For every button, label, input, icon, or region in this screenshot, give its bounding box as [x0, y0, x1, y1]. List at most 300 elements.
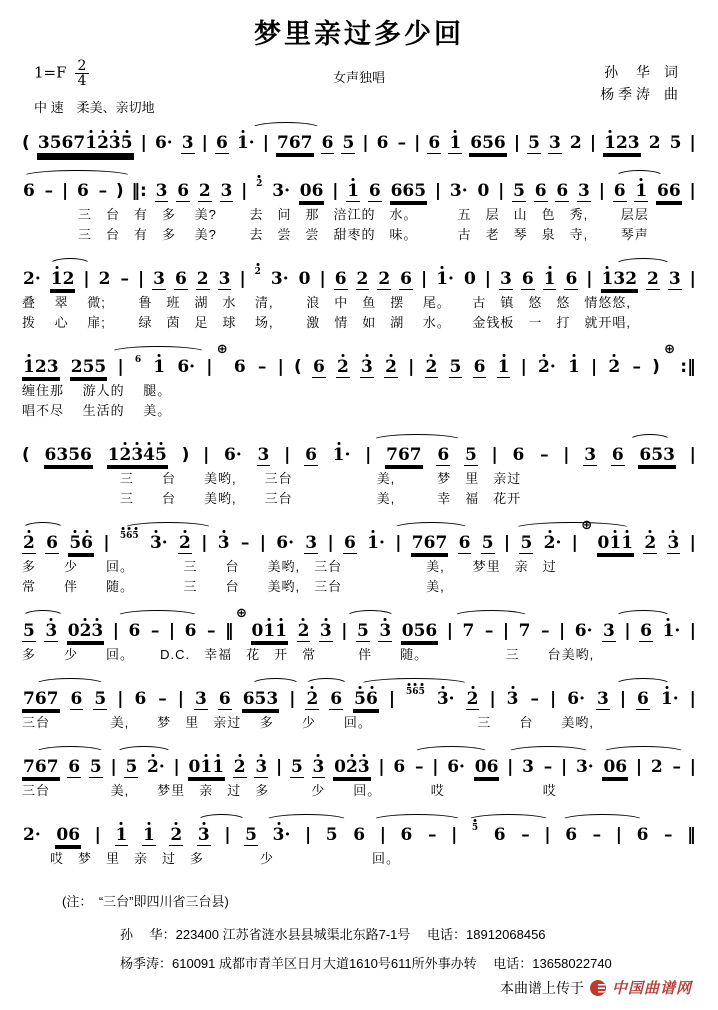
note: 1· [660, 689, 679, 709]
score-line-3 [22, 257, 696, 333]
dash-note: – [120, 269, 129, 289]
dash-note: – [257, 357, 267, 377]
note: 2 [356, 269, 369, 289]
barline: ‖: [131, 181, 147, 201]
note: 5 [513, 181, 525, 201]
note: 35671235 [37, 133, 133, 153]
note: 6 [174, 269, 187, 289]
note: 56 [69, 533, 93, 553]
note: 3 [499, 269, 512, 289]
note: 3 [195, 689, 207, 709]
notation-row: 5 3 023 | 6 – | 6 – ‖ ⊕ 011 2 3 | 5 3 056 | 7 – | 7 – | 6· 3 | 6 1· | [23, 606, 696, 641]
note: 2 [569, 133, 582, 153]
note: 6 [611, 445, 624, 465]
barline: | [513, 133, 521, 153]
note: 0 [463, 269, 476, 289]
footnote: (注： “三台”即四川省三台县) [62, 894, 229, 909]
note: 6 [428, 133, 441, 153]
note: 6 [233, 357, 246, 377]
barline: | [559, 621, 566, 641]
note: 6 [613, 181, 626, 201]
barline: | [491, 445, 498, 465]
notation-row [22, 433, 696, 469]
note: 5 [89, 757, 102, 777]
barline: | [239, 269, 246, 289]
note: 56 [354, 689, 378, 709]
note: 2· [543, 533, 562, 553]
barline: ( [22, 445, 30, 465]
note: 3 [319, 621, 332, 641]
barline: | [289, 689, 296, 709]
dash-note: – [158, 689, 167, 709]
barline: | [140, 133, 147, 153]
barline: | [414, 133, 421, 153]
note: 6 [184, 621, 197, 641]
lyric-row: 缠住那 游人的 腿。 [22, 383, 172, 398]
note: 1 [567, 357, 580, 377]
slur-arc [467, 814, 550, 827]
barline: | [201, 133, 208, 153]
dash-note: – [150, 621, 160, 641]
note: 2 [23, 533, 35, 553]
note: 3 [218, 269, 231, 289]
note: 123 [604, 133, 640, 153]
barline: | [327, 533, 334, 553]
notation-row: 123 255 | 6 1 6· | ⊕ 6 – | ( 6 2 3 2 | 2 5 6 1 | 2· 1 | 2 – ) ⊕ :‖ [23, 342, 696, 377]
note: 6 [565, 825, 578, 845]
score-line-4 [22, 342, 696, 421]
note: 1 [497, 357, 510, 377]
note: 5 [325, 825, 338, 845]
note: 5 [125, 757, 138, 777]
note: 1 [115, 825, 128, 845]
note: 6 [637, 689, 649, 709]
note: 06 [474, 757, 499, 777]
note: 12345 [107, 445, 167, 465]
note: 6 [437, 445, 450, 465]
dash-note: – [543, 757, 553, 777]
note: 6 [343, 533, 356, 553]
lyric-row: 多 少 回。 三 台 美哟, 三台 美, 梦里 亲 过 [22, 559, 557, 574]
time-signature-bottom: 4 [77, 73, 87, 89]
site-logo-icon [590, 980, 606, 996]
dash-note: – [240, 533, 250, 553]
barline: | [563, 445, 570, 465]
note: 12 [50, 269, 75, 289]
note: 2 [196, 269, 209, 289]
note: 2 [644, 533, 657, 553]
barline: | [277, 357, 284, 377]
barline: ) [181, 445, 190, 465]
note: 6 [565, 269, 578, 289]
note: 653 [639, 445, 675, 465]
song-title: 梦里亲过多少回 [254, 19, 464, 49]
barline: | [341, 621, 348, 641]
note: 056 [401, 621, 438, 641]
note: 6 [128, 621, 141, 641]
barline: | [365, 445, 372, 465]
note: 3· [436, 689, 455, 709]
barline: | [395, 533, 402, 553]
note: 767 [23, 757, 59, 777]
tempo-label: 中 速 [34, 100, 64, 115]
note: 2 [170, 825, 183, 845]
note: 2 [608, 357, 621, 377]
note: 2 [385, 357, 397, 377]
barline: | [110, 757, 117, 777]
note: 5 [528, 133, 540, 153]
note: 2 [647, 269, 659, 289]
barline: | [586, 269, 593, 289]
note: 6 [521, 269, 534, 289]
notation-row [22, 813, 696, 849]
barline: | [379, 825, 386, 845]
note: 6356 [44, 445, 92, 465]
dash-note: – [540, 445, 549, 465]
barline: | [83, 269, 90, 289]
composer-credit: 杨 季 涛 曲 [600, 86, 678, 102]
note: 3 [255, 757, 268, 777]
note: 3 [549, 133, 561, 153]
lyric-row: 三 台 美哟, 三台 美, 梦 里 亲过 [22, 471, 522, 486]
time-signature-top: 2 [75, 59, 90, 74]
note: 5 [23, 621, 35, 641]
barline: | [117, 689, 124, 709]
barline: | [137, 269, 145, 289]
lyric-row: 三 台 有 多 美? 去 尝 尝 甜枣的 味。 古 老 琴 泉 寺, 琴声 [22, 227, 649, 242]
barline: | [206, 357, 213, 377]
note: 011 [188, 757, 225, 777]
note: 6 [400, 269, 413, 289]
note: 011 [251, 621, 288, 641]
barline: | [507, 757, 514, 777]
note: 3 [361, 357, 373, 377]
note: 653 [242, 689, 279, 709]
note: 3 [153, 269, 165, 289]
barline: | [319, 269, 326, 289]
barline: | [224, 825, 231, 845]
note: 2 [306, 689, 319, 709]
note: 6· [567, 689, 585, 709]
lyric-row: 三 台 美哟, 三台 美, 幸 福 花开 [22, 491, 522, 506]
note: 665 [390, 181, 427, 201]
note: 2· [23, 269, 41, 289]
lyric-row: 唱不尽 生活的 美。 [22, 403, 172, 418]
note: 3· [449, 181, 468, 201]
note: 3 [45, 621, 58, 641]
note: 2 [179, 533, 191, 553]
note: 5 [520, 533, 533, 553]
note: 6 [368, 181, 381, 201]
barline: | [362, 133, 369, 153]
lyricist-credit: 孙 华 词 [604, 64, 678, 80]
dash-note: – [530, 689, 539, 709]
barline: | [503, 533, 511, 553]
barline: | [388, 689, 396, 709]
note: 3 [584, 445, 597, 465]
score-line-1 [22, 121, 696, 157]
note: 767 [411, 533, 448, 553]
barline: | [434, 181, 442, 201]
note: 011 [597, 533, 634, 553]
notation-row [22, 677, 696, 713]
barline: | [489, 689, 496, 709]
note: 6 [458, 533, 471, 553]
note: 023 [334, 757, 370, 777]
note: 6 [334, 269, 347, 289]
note: 1 [142, 825, 155, 845]
note: 3 [217, 533, 230, 553]
score-line-2 [22, 169, 696, 245]
barline: | [560, 757, 568, 777]
score-body [22, 121, 696, 869]
note: 3 [197, 825, 210, 845]
note: 6 [473, 357, 486, 377]
note: 6 [512, 445, 525, 465]
note: 6 [305, 445, 317, 465]
barline: | [550, 689, 557, 709]
grace-note: 2 [254, 267, 261, 277]
note: 3 [181, 133, 194, 153]
note: 2 [233, 757, 246, 777]
note: 1· [662, 621, 681, 641]
notation-row: 2 6 56 | 565 3· 2 | 3 – | 6· 3 | 6 1· | 767 6 5 | 5 2· | ⊕ 011 2 3 | [23, 518, 696, 553]
note: 6 [321, 133, 334, 153]
barline: | [284, 445, 291, 465]
note: 6 [534, 181, 547, 201]
barline: | [61, 181, 69, 201]
barline: | [689, 133, 696, 153]
note: 5 [464, 445, 477, 465]
note: 6· [447, 757, 465, 777]
barline: | [689, 621, 696, 641]
note: 3 [668, 269, 681, 289]
barline: | [635, 757, 643, 777]
barline: | [591, 357, 598, 377]
lyric-row: 三台 美, 梦里 亲 过 多 少 回。 哎 哎 [22, 783, 557, 798]
barline: | [432, 757, 439, 777]
notation-row [22, 745, 696, 781]
barline: | [378, 757, 385, 777]
note: 6 [636, 825, 649, 845]
dash-note: – [632, 357, 641, 377]
note: 3 [578, 181, 590, 201]
barline: | [112, 621, 119, 641]
note: 2· [538, 357, 556, 377]
lyric-row: 三 台 有 多 美? 去 问 那 涪江的 水。 五 层 山 色 秀, 层层 [22, 207, 649, 222]
barline: | [203, 445, 210, 465]
note: 0 [298, 269, 311, 289]
barline: | [544, 825, 551, 845]
subtitle: 女声独唱 [332, 70, 385, 85]
barline: | [421, 269, 428, 289]
note: 6 [353, 825, 366, 845]
note: 6 [215, 133, 228, 153]
barline: | [201, 533, 208, 553]
barline: | [259, 533, 266, 553]
note: 2 [98, 269, 111, 289]
note: 0 [477, 181, 490, 201]
barline: | [689, 445, 696, 465]
score-line-5 [22, 433, 696, 509]
barline: | [168, 621, 176, 641]
barline: | [446, 621, 453, 641]
grace-note: 565 [406, 687, 425, 697]
note: 6 [134, 689, 147, 709]
upload-note: 本曲谱上传于 [499, 979, 584, 996]
barline: | [689, 689, 696, 709]
note: 1 [635, 181, 648, 201]
note: 5 [94, 689, 107, 709]
note: 6 [556, 181, 569, 201]
note: 3 [305, 533, 318, 553]
note: 5 [669, 133, 682, 153]
barline: | [177, 689, 184, 709]
barline: | [408, 357, 415, 377]
note: 1 [153, 357, 166, 377]
barline: | [589, 133, 597, 153]
barline: | [689, 757, 696, 777]
note: 2 [337, 357, 349, 377]
barline: | [498, 181, 505, 201]
composer-contact: 杨季涛：610091 成都市青羊区日月大道1610号611所外事办转 电话：13658022740 [120, 956, 612, 971]
note: 123 [23, 357, 59, 377]
dash-note: – [44, 181, 54, 201]
note: 3· [272, 181, 290, 201]
note: 6 [76, 181, 89, 201]
note: 5 [245, 825, 257, 845]
note: 656 [470, 133, 506, 153]
barline: | [615, 825, 622, 845]
barline: | [689, 533, 696, 553]
barline: | [689, 181, 696, 201]
note: 1· [236, 133, 255, 153]
barline: | [502, 621, 510, 641]
note: 3 [312, 757, 325, 777]
barline: ) [652, 357, 660, 377]
note: 1 [347, 181, 360, 201]
note: 1 [449, 133, 462, 153]
credits [600, 61, 678, 105]
barline: ‖ [224, 621, 234, 641]
notation-row [22, 121, 696, 157]
note: 6 [400, 825, 413, 845]
barline: | [262, 133, 269, 153]
note: 3 [506, 689, 519, 709]
score-line-8 [22, 677, 696, 733]
note: 2 [425, 357, 438, 377]
note: 6 [70, 689, 83, 709]
score-line-9 [22, 745, 696, 801]
note: 3· [149, 533, 168, 553]
note: 3 [596, 689, 609, 709]
note: 3 [522, 757, 534, 777]
note: 5 [449, 357, 462, 377]
barline: | [103, 533, 110, 553]
dash-note: – [592, 825, 602, 845]
site-footer [500, 977, 692, 998]
lyric-row: 拨 心 扉; 绿 茵 足 球 场, 激 情 如 湖 水。 金钱板 一 打 就开唱, [22, 315, 632, 330]
note: 2 [297, 621, 310, 641]
note: 6 [376, 133, 389, 153]
tempo-expression [34, 97, 155, 116]
note: 5 [290, 757, 303, 777]
note: 6 [393, 757, 406, 777]
note: 7 [462, 621, 475, 641]
dash-note: – [521, 825, 530, 845]
barline: | [624, 621, 631, 641]
dash-note: – [414, 757, 424, 777]
barline: ‖ [687, 825, 696, 845]
note: 3 [155, 181, 168, 201]
note: 5 [342, 133, 355, 153]
note: 6· [574, 621, 593, 641]
lyric-row: 三台 美, 梦 里 亲过 多 少 回。 三 台 美哟, [22, 715, 594, 730]
note: 6 [23, 181, 35, 201]
note: 06 [299, 181, 324, 201]
barline: :‖ [680, 357, 696, 377]
barline: | [520, 357, 527, 377]
note: 6· [177, 357, 196, 377]
note: 3 [257, 445, 270, 465]
barline: | [173, 757, 180, 777]
note: 6 [68, 757, 81, 777]
note: 5 [357, 621, 369, 641]
dash-note: – [672, 757, 681, 777]
note: 6· [224, 445, 242, 465]
note: 1· [436, 269, 454, 289]
barline: ( [294, 357, 302, 377]
score-line-7 [22, 606, 696, 665]
barline: | [94, 825, 101, 845]
note: 3 [220, 181, 233, 201]
barline: | [275, 757, 283, 777]
note: 3· [270, 269, 289, 289]
note: 3 [667, 533, 680, 553]
barline: | [571, 533, 578, 553]
note: 3 [603, 621, 615, 641]
note: 66 [656, 181, 681, 201]
note: 06 [56, 825, 81, 845]
note: 1· [332, 445, 351, 465]
score-header [22, 53, 696, 115]
note: 3· [272, 825, 291, 845]
notation-row [22, 257, 696, 293]
expression-label: 柔美、亲切地 [76, 100, 155, 115]
note: 6· [276, 533, 294, 553]
note: 6· [154, 133, 173, 153]
note: 6 [330, 689, 343, 709]
barline: | [484, 269, 491, 289]
key-signature: 1=F [34, 63, 67, 82]
note: 132 [601, 269, 638, 289]
note: 6 [493, 825, 506, 845]
note: 1· [367, 533, 385, 553]
barline: | [598, 181, 605, 201]
note: 6 [640, 621, 652, 641]
lyric-row: 多 少 回。 D.C. 幸福 花 开 常 伴 随。 三 台美哟, [22, 647, 595, 662]
lyric-row: 常 伴 随。 三 台 美哟, 三台 美, [22, 579, 445, 594]
site-logo-text: 中国曲谱网 [611, 980, 692, 997]
dash-note: – [98, 181, 108, 201]
note: 6 [218, 689, 231, 709]
barline: | [619, 689, 627, 709]
barline: | [332, 181, 339, 201]
note: 2 [466, 689, 479, 709]
note: 2 [648, 133, 661, 153]
note: 2· [147, 757, 165, 777]
note: 2· [23, 825, 41, 845]
